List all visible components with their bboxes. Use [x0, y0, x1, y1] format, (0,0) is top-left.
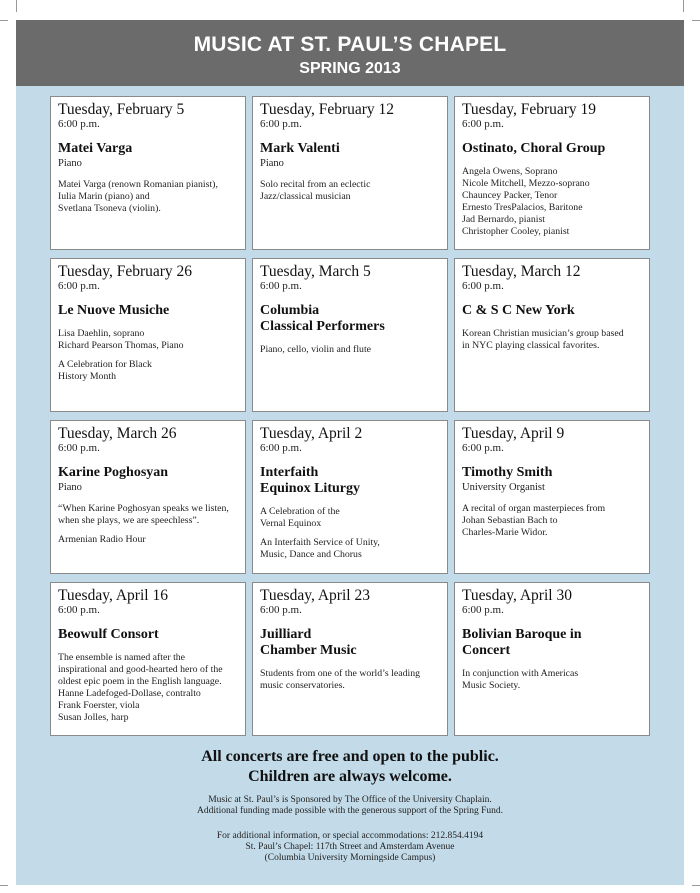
concert-description: [58, 179, 240, 215]
concert-time: 6:00 p.m.: [462, 280, 504, 292]
concert-time: 6:00 p.m.: [260, 604, 302, 616]
concert-note: [58, 359, 240, 383]
concert-description-line: oldest epic poem in the English language.: [58, 676, 222, 687]
concert-card: [50, 420, 246, 574]
performer-role: Piano: [58, 482, 82, 493]
performer-name: [58, 465, 240, 481]
poster-subtitle: SPRING 2013: [299, 60, 401, 77]
performer-name-line: Concert: [462, 643, 511, 658]
concert-description-line: Solo recital from an eclectic: [260, 179, 371, 190]
concert-description-line: Lisa Daehlin, soprano: [58, 328, 145, 339]
contact-address: St. Paul’s Chapel: 117th Street and Amsterdam Avenue: [245, 842, 455, 852]
concert-time: 6:00 p.m.: [58, 280, 100, 292]
concert-card: [50, 96, 246, 250]
concert-card: [454, 258, 650, 412]
concert-date: Tuesday, April 9: [462, 425, 565, 442]
concert-description-line: Piano, cello, violin and flute: [260, 344, 372, 355]
performer-name: [462, 627, 644, 659]
concert-card: [454, 420, 650, 574]
concert-card: [252, 420, 448, 574]
performer-role: Piano: [58, 158, 82, 169]
concert-date: Tuesday, April 30: [462, 587, 572, 604]
performer-name-line: Interfaith: [260, 465, 319, 480]
concert-date: Tuesday, February 5: [58, 101, 185, 118]
concert-description: [260, 179, 442, 203]
concert-description-line: A Celebration of the: [260, 506, 340, 517]
contact-campus: (Columbia University Morningside Campus): [264, 853, 436, 863]
concert-date: Tuesday, April 16: [58, 587, 168, 604]
concert-description-line: Vernal Equinox: [260, 518, 322, 529]
performer-name: [462, 465, 644, 481]
concert-description-line: Nicole Mitchell, Mezzo-soprano: [462, 178, 590, 189]
concert-date: Tuesday, April 2: [260, 425, 363, 442]
concert-description-line: Frank Foerster, viola: [58, 700, 140, 711]
concert-description-line: A recital of organ masterpieces from: [462, 503, 606, 514]
concert-note-line: A Celebration for Black: [58, 359, 152, 370]
poster: [16, 20, 684, 885]
concert-description-line: “When Karine Poghosyan speaks we listen,: [58, 503, 229, 514]
concert-description: [58, 328, 240, 352]
concert-description-line: inspirational and good-hearted hero of the: [58, 664, 223, 675]
performer-name-line: Ostinato, Choral Group: [462, 141, 606, 156]
performer-name: [260, 465, 442, 497]
concert-description-line: Svetlana Tsoneva (violin).: [58, 203, 161, 214]
concert-description-line: Jad Bernardo, pianist: [462, 214, 545, 225]
concert-description: [462, 668, 644, 692]
performer-name-line: Beowulf Consort: [58, 627, 159, 642]
performer-name: [58, 627, 240, 643]
performer-role: University Organist: [462, 482, 545, 493]
concert-description-line: Hanne Ladefoged-Dollase, contralto: [58, 688, 201, 699]
concert-date: Tuesday, April 23: [260, 587, 370, 604]
concert-time: 6:00 p.m.: [260, 280, 302, 292]
free-line: All concerts are free and open to the public.: [201, 748, 499, 765]
concert-description: [260, 668, 442, 692]
concert-card: [50, 258, 246, 412]
performer-name: [260, 627, 442, 659]
performer-name-line: Columbia: [260, 303, 320, 318]
free-admission-note: [16, 747, 684, 787]
concert-date: Tuesday, February 19: [462, 101, 597, 118]
performer-name-line: Chamber Music: [260, 643, 357, 658]
concert-description-line: Chauncey Packer, Tenor: [462, 190, 558, 201]
concert-description: [462, 503, 644, 539]
concert-date: Tuesday, February 26: [58, 263, 193, 280]
performer-name-line: Karine Poghosyan: [58, 465, 169, 480]
concert-description-line: Music Society.: [462, 680, 521, 691]
performer-name-line: Classical Performers: [260, 319, 385, 334]
concert-card: [252, 96, 448, 250]
concert-grid: [50, 96, 650, 742]
credit-line: Music at St. Paul’s is Sponsored by The Office of the University Chaplain.: [208, 795, 492, 805]
performer-name: [260, 141, 442, 157]
header-banner: [16, 20, 684, 86]
concert-card: [252, 258, 448, 412]
performer-name-line: Timothy Smith: [462, 465, 553, 480]
concert-time: 6:00 p.m.: [58, 118, 100, 130]
concert-description-line: Jazz/classical musician: [260, 191, 351, 202]
concert-description-line: Johan Sebastian Bach to: [462, 515, 558, 526]
contact-phone: For additional information, or special accommodations: 212.854.4194: [216, 831, 484, 841]
credit-line: Additional funding made possible with the generous support of the Spring Fund.: [196, 806, 504, 816]
welcome-line: Children are always welcome.: [248, 768, 452, 785]
concert-description-line: Richard Pearson Thomas, Piano: [58, 340, 184, 351]
concert-description-line: The ensemble is named after the: [58, 652, 186, 663]
performer-name-line: Mark Valenti: [260, 141, 340, 156]
concert-note-line: Music, Dance and Chorus: [260, 549, 362, 560]
concert-card: [454, 96, 650, 250]
concert-card: [50, 582, 246, 736]
concert-time: 6:00 p.m.: [260, 442, 302, 454]
concert-date: Tuesday, March 26: [58, 425, 177, 442]
concert-description-line: in NYC playing classical favorites.: [462, 340, 600, 351]
performer-name-line: Bolivian Baroque in: [462, 627, 582, 642]
concert-description: [58, 652, 240, 724]
concert-note-line: Armenian Radio Hour: [58, 534, 146, 545]
concert-description-line: Ernesto TresPalacios, Baritone: [462, 202, 583, 213]
concert-description-line: Angela Owens, Soprano: [462, 166, 558, 177]
performer-name-line: Le Nuove Musiche: [58, 303, 170, 318]
concert-card: [252, 582, 448, 736]
concert-description: [462, 328, 644, 352]
concert-description: [462, 166, 644, 238]
concert-description-line: Susan Jolles, harp: [58, 712, 129, 723]
concert-description-line: Matei Varga (renown Romanian pianist),: [58, 179, 218, 190]
performer-name: [462, 141, 644, 157]
performer-name-line: Equinox Liturgy: [260, 481, 360, 496]
concert-description: [260, 506, 442, 530]
performer-name-line: Matei Varga: [58, 141, 133, 156]
concert-description-line: Korean Christian musician’s group based: [462, 328, 624, 339]
performer-name: [260, 303, 442, 335]
concert-time: 6:00 p.m.: [58, 604, 100, 616]
sponsor-credits: [16, 795, 684, 817]
concert-time: 6:00 p.m.: [462, 118, 504, 130]
concert-description-line: Christopher Cooley, pianist: [462, 226, 570, 237]
concert-description-line: In conjunction with Americas: [462, 668, 579, 679]
concert-description-line: music conservatories.: [260, 680, 345, 691]
concert-note-line: History Month: [58, 371, 116, 382]
concert-date: Tuesday, February 12: [260, 101, 395, 118]
contact-info: [16, 831, 684, 864]
concert-date: Tuesday, March 5: [260, 263, 371, 280]
poster-title: MUSIC AT ST. PAUL’S CHAPEL: [193, 33, 507, 56]
concert-date: Tuesday, March 12: [462, 263, 581, 280]
concert-time: 6:00 p.m.: [462, 604, 504, 616]
concert-description-line: Iulia Marin (piano) and: [58, 191, 150, 202]
concert-description: [260, 344, 442, 356]
performer-name-line: Juilliard: [260, 627, 312, 642]
performer-name: [462, 303, 644, 319]
concert-description-line: Charles-Marie Widor.: [462, 527, 548, 538]
performer-name: [58, 303, 240, 319]
concert-description-line: when she plays, we are speechless”.: [58, 515, 200, 526]
concert-note-line: An Interfaith Service of Unity,: [260, 537, 380, 548]
concert-description: [58, 503, 240, 527]
concert-description-line: Students from one of the world’s leading: [260, 668, 420, 679]
concert-note: [260, 537, 442, 561]
performer-name: [58, 141, 240, 157]
concert-time: 6:00 p.m.: [58, 442, 100, 454]
concert-time: 6:00 p.m.: [260, 118, 302, 130]
concert-card: [454, 582, 650, 736]
performer-role: Piano: [260, 158, 284, 169]
concert-note: [58, 534, 240, 546]
performer-name-line: C & S C New York: [462, 303, 575, 318]
concert-time: 6:00 p.m.: [462, 442, 504, 454]
